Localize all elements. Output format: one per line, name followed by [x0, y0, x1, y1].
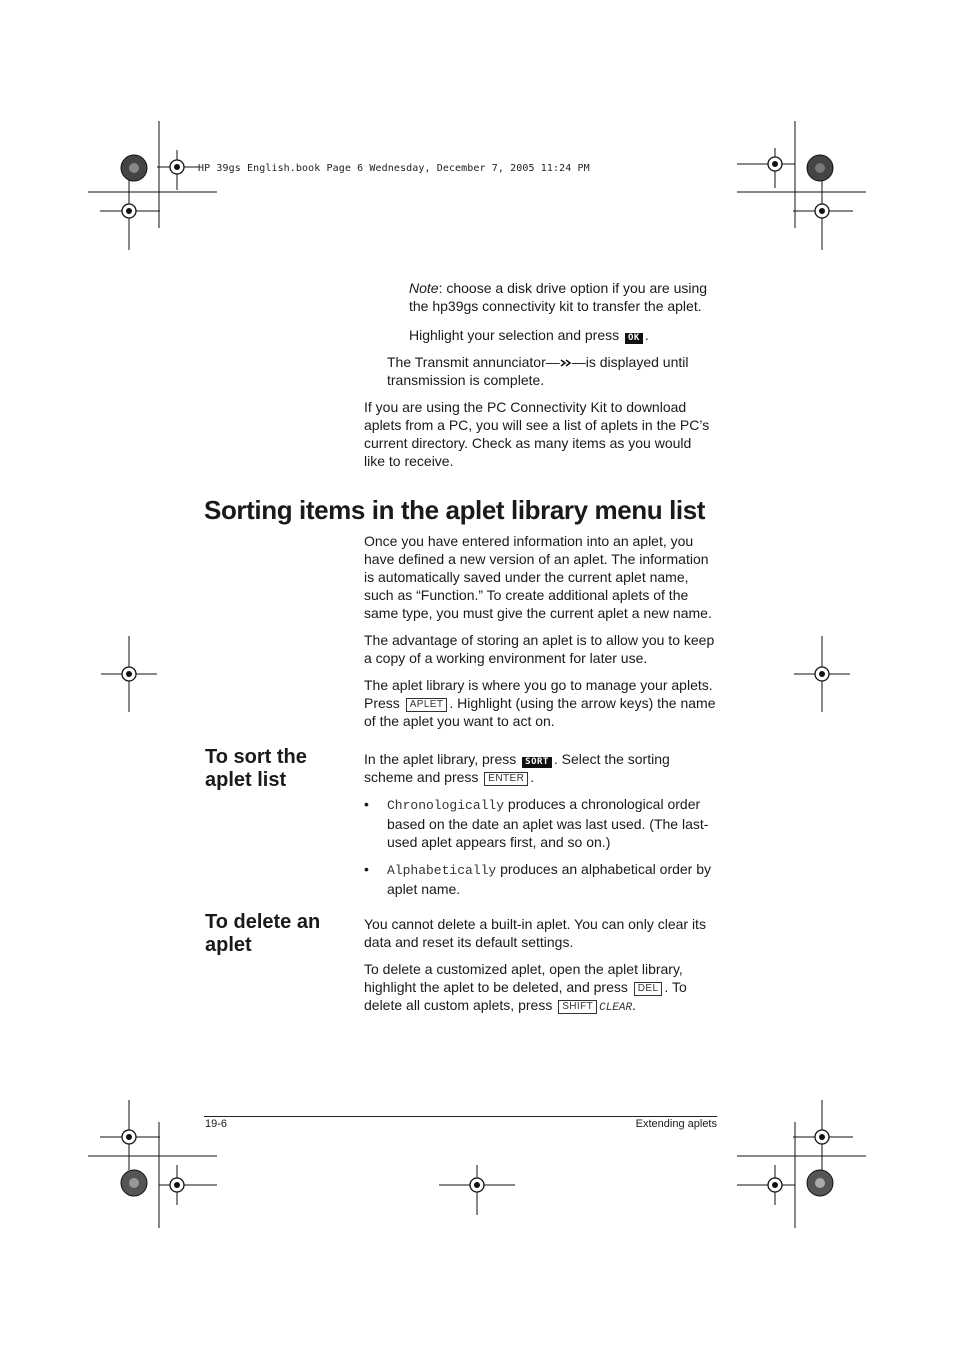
pc-kit-text: If you are using the PC Connectivity Kit to download aplets from a PC, you will see a list of aplets in the PC’s current directory. Check as many items as you would like to receive.: [364, 399, 710, 469]
chronologically-term: Chronologically: [387, 798, 505, 813]
footer-divider: [204, 1116, 717, 1117]
bullet-glyph: •: [364, 861, 369, 877]
transmit-annunciator-icon: [560, 358, 572, 368]
delete-para-2-period: .: [632, 997, 637, 1013]
aplet-key: APLET: [406, 698, 448, 712]
sort-body: [364, 750, 718, 898]
shift-key: SHIFT: [558, 1000, 597, 1014]
section-body: [364, 532, 718, 730]
list-item: [364, 795, 718, 851]
highlight-text: Highlight your selection and press: [409, 327, 620, 343]
transmit-text-before: The Transmit annunciator—: [387, 354, 560, 370]
note-paragraph: [409, 279, 719, 315]
print-file-info: HP 39gs English.book Page 6 Wednesday, December 7, 2005 11:24 PM: [198, 163, 590, 174]
note-label: Note: [409, 280, 439, 296]
section-para-3-rest: . Highlight (using the arrow keys) the name of the aplet you want to act on.: [364, 695, 716, 729]
chronologically-desc: produces a chronological order based on the date an aplet was last used. (The last-used aplet appears first, and so on.): [387, 796, 709, 850]
section-para-3-text: The aplet library is where you go to manage your aplets. Press: [364, 677, 713, 711]
section-title: Sorting items in the aplet library menu list: [204, 495, 706, 525]
bullet-glyph: •: [364, 796, 369, 812]
delete-para-2-middle: . To delete all custom aplets, press: [364, 979, 687, 1013]
transmit-paragraph: [387, 353, 707, 389]
transmit-text-after: —is displayed until transmission is complete.: [387, 354, 689, 388]
delete-para-2: [364, 960, 718, 1017]
delete-para-1: You cannot delete a built-in aplet. You can only clear its data and reset its default settings.: [364, 916, 706, 950]
sort-intro: [364, 750, 718, 786]
chapter-title: Extending aplets: [635, 1118, 717, 1130]
sort-intro-middle: . Select the sorting scheme and press: [364, 751, 670, 785]
section-para-2: The advantage of storing an aplet is to allow you to keep a copy of a working environment for later use.: [364, 632, 715, 666]
clear-shifted-label: CLEAR: [599, 1002, 633, 1014]
highlight-period: .: [644, 327, 649, 343]
pc-kit-paragraph: [364, 398, 716, 470]
page-number: 19-6: [205, 1118, 228, 1130]
enter-key: ENTER: [484, 772, 528, 786]
highlight-paragraph: [409, 326, 719, 344]
ok-softkey: OK: [625, 333, 643, 344]
section-para-1: Once you have entered information into an aplet, you have defined a new version of an aplet. The information is automatically saved under the current aplet name, such as “Function.” To create additional aplets of the same type, you must give the current aplet a new name.: [364, 533, 712, 621]
sort-heading: To sort the aplet list: [205, 746, 307, 791]
delete-para-2-text: To delete a customized aplet, open the aplet library, highlight the aplet to be deleted, and press: [364, 961, 683, 995]
del-key: DEL: [634, 982, 663, 996]
sort-softkey: SORT: [522, 757, 552, 768]
sort-intro-period: .: [530, 769, 535, 785]
section-para-3: [364, 676, 718, 730]
alphabetically-term: Alphabetically: [387, 863, 497, 878]
delete-body: [364, 915, 718, 1017]
note-text: : choose a disk drive option if you are using the hp39gs connectivity kit to transfer the aplet.: [409, 280, 708, 314]
sort-intro-text: In the aplet library, press: [364, 751, 517, 767]
list-item: [364, 860, 718, 898]
delete-heading: To delete an aplet: [205, 911, 321, 956]
alphabetically-desc: produces an alphabetical order by aplet name.: [387, 861, 712, 897]
